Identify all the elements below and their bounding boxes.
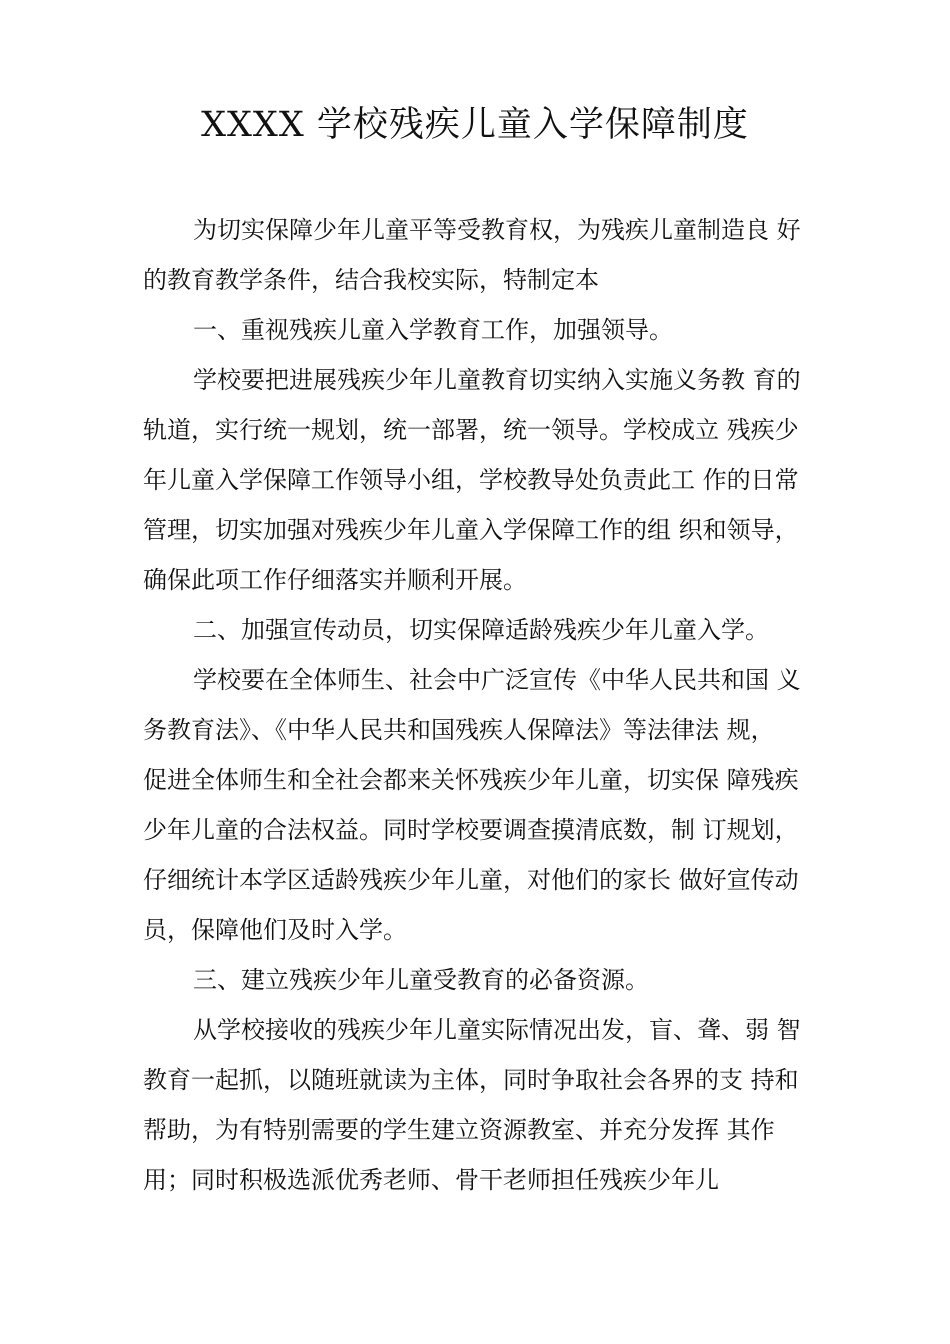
body-line: 员，保障他们及时入学。 — [143, 916, 407, 944]
section-heading-2: 二、加强宣传动员，切实保障适龄残疾少年儿童入学。 — [193, 616, 769, 644]
section-heading-3: 三、建立残疾少年儿童受教育的必备资源。 — [193, 966, 649, 994]
body-line: 教育一起抓，以随班就读为主体，同时争取社会各界的支 持和 — [143, 1066, 799, 1094]
body-line: 的教育教学条件，结合我校实际，特制定本 — [143, 266, 599, 294]
body-line: 年儿童入学保障工作领导小组，学校教导处负责此工 作的日常 — [143, 466, 799, 494]
body-line: 仔细统计本学区适龄残疾少年儿童，对他们的家长 做好宣传动 — [143, 866, 799, 894]
body-line: 帮助，为有特别需要的学生建立资源教室、并充分发挥 其作 — [143, 1116, 775, 1144]
body-line: 少年儿童的合法权益。同时学校要调查摸清底数，制 订规划， — [143, 816, 799, 844]
body-line: 为切实保障少年儿童平等受教育权，为残疾儿童制造良 好 — [193, 216, 801, 244]
body-line: 学校要把进展残疾少年儿童教育切实纳入实施义务教 育的 — [193, 366, 801, 394]
document-body — [143, 205, 823, 1205]
body-line: 用；同时积极选派优秀老师、骨干老师担任残疾少年儿 — [143, 1166, 719, 1194]
body-line: 务教育法》、《中华人民共和国残疾人保障法》等法律法 规， — [143, 716, 775, 744]
section-heading-1: 一、重视残疾儿童入学教育工作，加强领导。 — [193, 316, 673, 344]
body-line: 管理，切实加强对残疾少年儿童入学保障工作的组 织和领导， — [143, 516, 799, 544]
body-line: 轨道，实行统一规划，统一部署，统一领导。学校成立 残疾少 — [143, 416, 799, 444]
document-title: XXXX 学校残疾儿童入学保障制度 — [201, 105, 749, 145]
body-line: 从学校接收的残疾少年儿童实际情况出发，盲、聋、弱 智 — [193, 1016, 801, 1044]
body-line: 促进全体师生和全社会都来关怀残疾少年儿童，切实保 障残疾 — [143, 766, 799, 794]
body-line: 确保此项工作仔细落实并顺利开展。 — [143, 566, 527, 594]
body-line: 学校要在全体师生、社会中广泛宣传《中华人民共和国 义 — [193, 666, 801, 694]
